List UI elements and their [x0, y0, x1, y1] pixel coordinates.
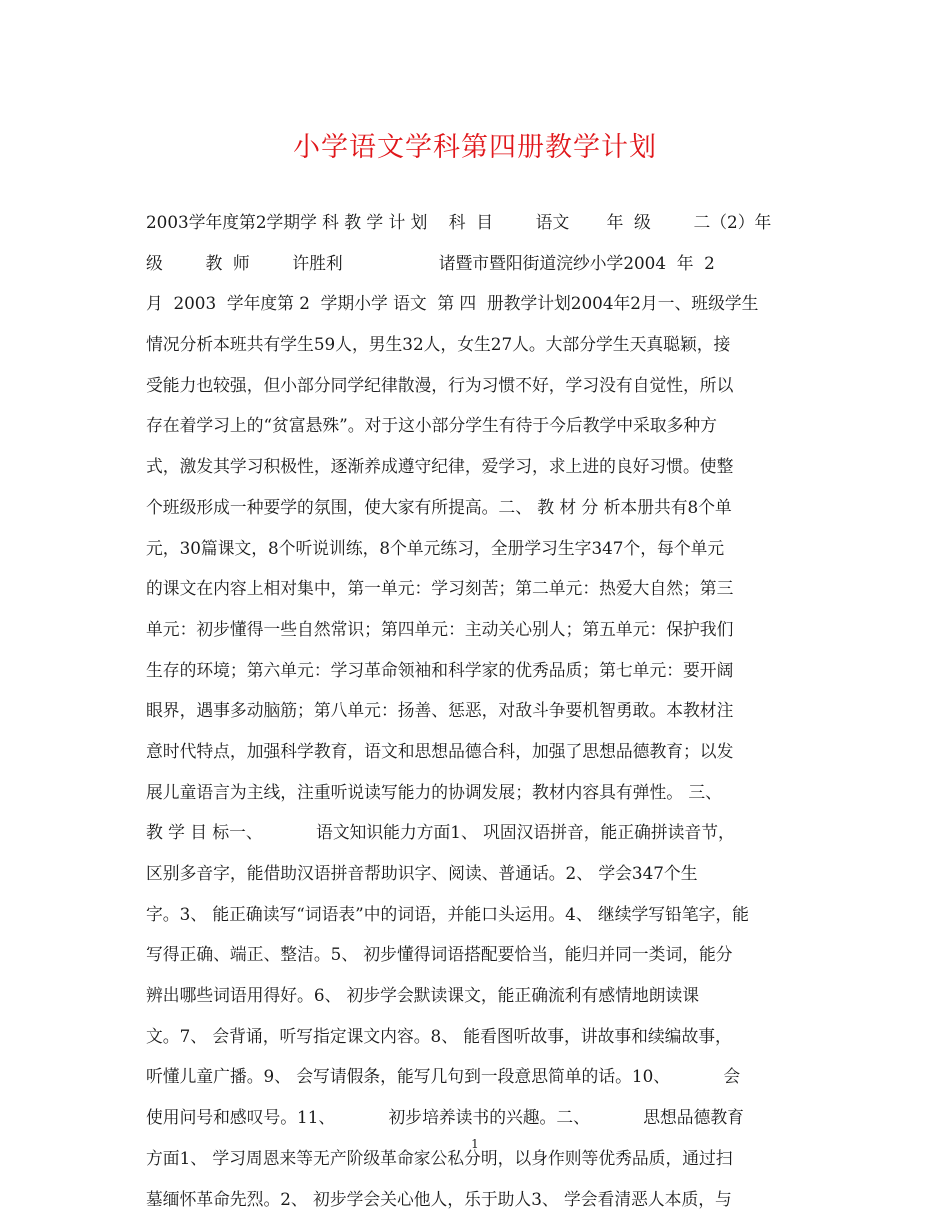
body-line: 墓缅怀革命先烈。2、 初步学会关心他人，乐于助人3、 学会看清恶人本质，与: [146, 1188, 732, 1209]
body-line: 单元：初步懂得一些自然常识；第四单元：主动关心别人；第五单元：保护我们: [146, 618, 734, 639]
body-line: 区别多音字，能借助汉语拼音帮助识字、阅读、普通话。2、 学会347个生: [146, 863, 698, 883]
body-line: 2003学年度第2学期学 科 教 学 计 划 科 目 语文 年 级 二（2）年: [146, 212, 772, 232]
body-line: 元，30篇课文，8个听说训练，8个单元练习，全册学习生字347个，每个单元: [146, 537, 725, 558]
body-line: 方面1、 学习周恩来等无产阶级革命家公私分明，以身作则等优秀品质，通过扫: [146, 1147, 733, 1168]
body-line: 存在着学习上的“贫富悬殊”。对于这小部分学生有待于今后教学中采取多种方: [146, 415, 717, 436]
document-body: [146, 202, 816, 1219]
body-line: 式，激发其学习积极性，逐渐养成遵守纪律，爱学习，求上进的良好习惯。使整: [146, 456, 734, 477]
body-line: 听懂儿童广播。9、 会写请假条，能写几句到一段意思简单的话。10、 会: [146, 1066, 741, 1087]
body-line: 意时代特点，加强科学教育，语文和思想品德合科，加强了思想品德教育；以发: [146, 740, 734, 761]
body-line: 级 教 师 许胜利 诸暨市暨阳街道浣纱小学2004 年 2: [146, 252, 715, 273]
body-line: 受能力也较强，但小部分同学纪律散漫，行为习惯不好，学习没有自觉性，所以: [146, 374, 734, 395]
body-line: 教 学 目 标一、 语文知识能力方面1、 巩固汉语拼音，能正确拼读音节，: [146, 822, 735, 843]
body-line: 写得正确、端正、整洁。5、 初步懂得词语搭配要恰当，能归并同一类词，能分: [146, 944, 733, 965]
body-line: 字。3、 能正确读写“词语表”中的词语，并能口头运用。4、 继续学写铅笔字，能: [146, 903, 749, 924]
body-line: 情况分析本班共有学生59人，男生32人，女生27人。大部分学生天真聪颖，接: [146, 334, 731, 355]
body-line: 个班级形成一种要学的氛围，使大家有所提高。二、 教 材 分 析本册共有8个单: [146, 496, 732, 517]
body-line: 使用问号和感叹号。11、 初步培养读书的兴趣。二、 思想品德教育: [146, 1107, 744, 1128]
document-title: 小学语文学科第四册教学计划: [293, 132, 657, 163]
page-number: 1: [471, 1137, 479, 1151]
body-line: 眼界，遇事多动脑筋；第八单元：扬善、惩恶，对敌斗争要机智勇敢。本教材注: [146, 700, 734, 721]
body-line: 月 2003 学年度第 2 学期小学 语文 第 四 册教学计划2004年2月一、班级学生: [146, 293, 759, 314]
body-line: 展儿童语言为主线，注重听说读写能力的协调发展；教材内容具有弹性。 三、: [146, 781, 722, 802]
body-line: 的课文在内容上相对集中，第一单元：学习刻苦；第二单元：热爱大自然；第三: [146, 578, 734, 599]
body-line: 辨出哪些词语用得好。6、 初步学会默读课文，能正确流利有感情地朗读课: [146, 985, 700, 1006]
body-line: 生存的环境；第六单元：学习革命领袖和科学家的优秀品质；第七单元：要开阔: [146, 659, 734, 680]
body-line: 文。7、 会背诵，听写指定课文内容。8、 能看图听故事，讲故事和续编故事，: [146, 1025, 732, 1046]
